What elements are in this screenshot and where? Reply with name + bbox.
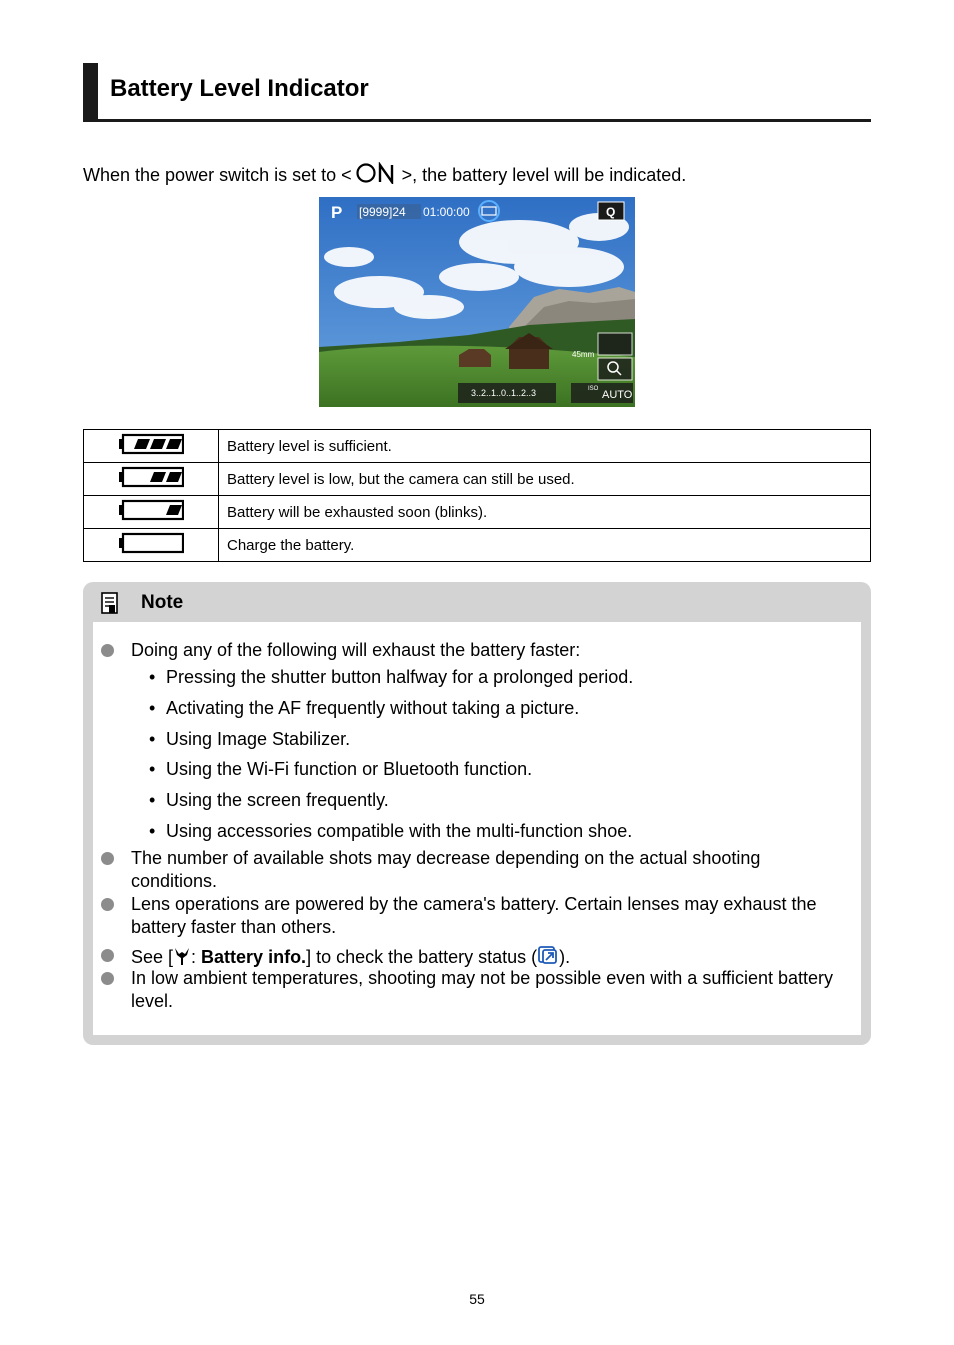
bullet-icon	[101, 949, 114, 962]
battery-level-description: Battery will be exhausted soon (blinks).	[219, 496, 871, 529]
battery-level-description: Charge the battery.	[219, 529, 871, 562]
table-row	[84, 529, 871, 562]
note-header	[83, 582, 871, 622]
screen-mode-label: P	[331, 203, 343, 222]
intro-text-after: >, the battery level will be indicated.	[401, 165, 687, 185]
battery-level-description: Battery level is sufficient.	[219, 430, 871, 463]
table-row	[84, 496, 871, 529]
power-on-icon	[356, 162, 398, 189]
table-row	[84, 463, 871, 496]
intro-paragraph	[83, 162, 686, 189]
screen-iso-label: ISO	[588, 386, 599, 392]
page-number: 55	[469, 1291, 485, 1307]
sub-list-item: • Pressing the shutter button halfway for a prolonged period.	[149, 667, 634, 687]
battery-full-icon	[84, 430, 219, 463]
screen-shots-label: [9999]24	[359, 205, 406, 219]
note-icon	[99, 591, 121, 620]
note-title: Note	[141, 592, 184, 613]
intro-text-before: When the power switch is set to <	[83, 165, 352, 185]
bullet-icon	[101, 898, 114, 911]
note-box	[83, 582, 871, 1045]
battery-low-icon	[84, 463, 219, 496]
screen-iso-value: AUTO	[602, 389, 633, 401]
sub-list-item: • Using Image Stabilizer.	[149, 729, 351, 749]
camera-screen-image	[319, 197, 635, 407]
bullet-icon	[101, 972, 114, 985]
bullet-icon	[101, 644, 114, 657]
screen-focal-label: 45mm	[572, 350, 595, 359]
screen-exposure-scale: 3..2..1..0..1..2..3	[471, 388, 537, 398]
battery-level-description: Battery level is low, but the camera can still be used.	[219, 463, 871, 496]
sub-list-item: • Using the screen frequently.	[149, 790, 389, 810]
note-content: Doing any of the following will exhaust the battery faster: • Pressing the shutter button halfway for a prolonged period. • Activating the AF frequently without taking a picture. • Using Image Stabilizer. • Using the Wi-Fi function or Bluetooth function. • Using the screen frequently. • Using accessories compatible with the multi-function shoe. The number of available shots may decrease depending on the actual shooting conditions. Lens operations are powered by the camera's battery. Certain lenses may exhaust the battery faster than others. See [ : Battery info.] to check the battery status ( ). In low ambient temperatures, shooting may not be possible even with a sufficient battery level.	[93, 622, 861, 1035]
screen-q-label: Q	[606, 205, 616, 219]
battery-info-menu-label: Battery info.	[201, 947, 307, 967]
sub-list-item: • Using the Wi-Fi function or Bluetooth function.	[149, 759, 533, 779]
heading-bar	[83, 63, 98, 120]
sub-list-item: • Using accessories compatible with the multi-function shoe.	[149, 821, 633, 841]
battery-exhausted-soon-icon	[84, 496, 219, 529]
battery-empty-icon	[84, 529, 219, 562]
page-title: Battery Level Indicator	[110, 75, 369, 102]
heading-rule	[83, 119, 871, 122]
bullet-icon	[101, 852, 114, 865]
sub-list-item: • Activating the AF frequently without taking a picture.	[149, 698, 580, 718]
table-row	[84, 430, 871, 463]
section-heading	[83, 63, 871, 121]
screen-time-label: 01:00:00	[423, 205, 470, 219]
battery-level-table	[83, 429, 871, 562]
